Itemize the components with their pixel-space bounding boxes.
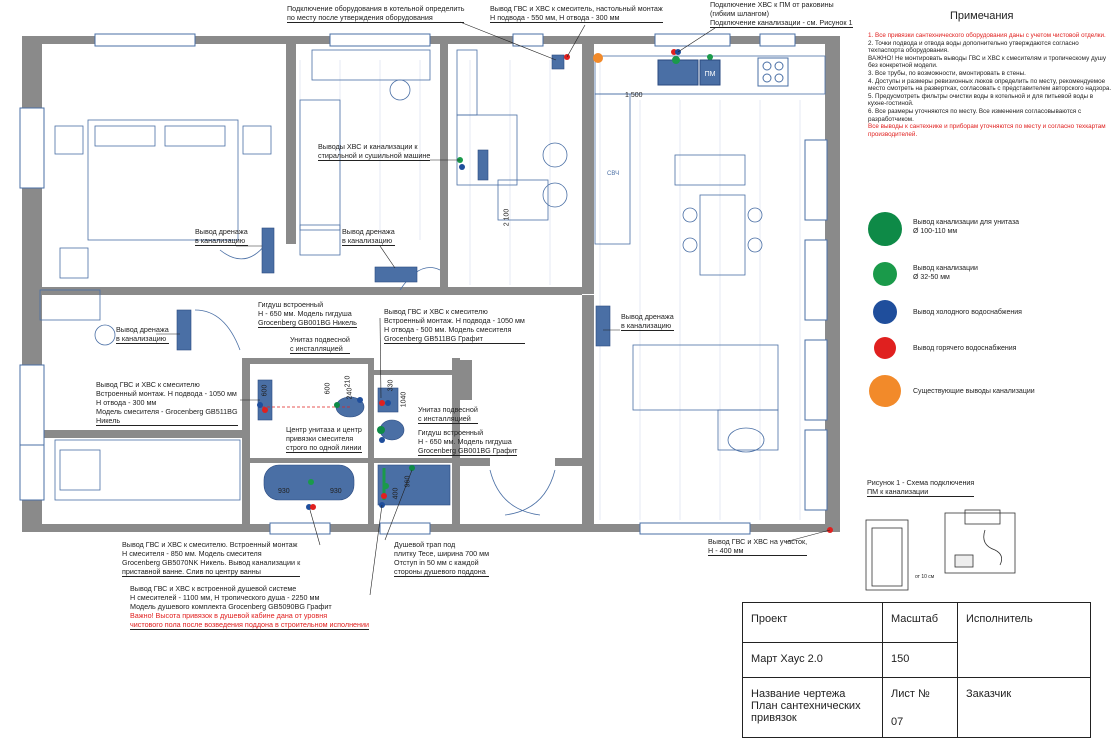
dishwasher-line-2: (гибким шлангом): [710, 9, 769, 18]
drawing-value: План сантехнических привязок: [751, 700, 861, 724]
legend-sewer-small: [868, 262, 978, 286]
mixer-left-line-1: Вывод ГВС и ХВС к смесителю: [96, 380, 200, 389]
annotation-bath-mixer: [122, 540, 300, 577]
shower-system-line-2: Н смесителей - 1100 мм, Н тропического душа - 2250 мм: [130, 593, 320, 602]
annotation-hygienic-left: [258, 300, 357, 328]
hygienic-left-line-1: Гигдуш встроенный: [258, 300, 324, 309]
annotation-mixer-left-bath: [96, 380, 238, 426]
shower-warning-line-1: Важно! Высота привязок в душевой кабине дана от уровня: [130, 611, 328, 620]
project-value: Март Хаус 2.0: [743, 643, 883, 678]
annotation-laundry: [318, 142, 430, 161]
annotation-drain-corridor: [342, 227, 395, 246]
laundry-line-2: стиральной и сушильной машине: [318, 151, 431, 160]
hygienic-left-line-3: Grocenberg GB001BG Никель: [258, 318, 357, 327]
sheet-value: 07: [891, 716, 904, 728]
drain-corridor-line-2: в канализацию: [342, 236, 393, 245]
kitchen-mixer-line-2: Н подвода - 550 мм, Н отвода - 300 мм: [490, 13, 620, 22]
dim-600-a: 600: [261, 384, 269, 397]
dim-930-a: 930: [278, 488, 290, 495]
center-note-line-3: строго по одной линии: [286, 443, 362, 452]
bath-mixer-line-1: Вывод ГВС и ХВС к смесителю. Встроенный монтаж: [122, 540, 298, 549]
figure-dim: от 10 см: [915, 574, 935, 580]
drain-living-line-2: в канализацию: [621, 321, 672, 330]
wc-left-line-2: с инсталляцией: [290, 344, 343, 353]
dim-2100: 2 100: [503, 208, 511, 227]
legend-cold-water-label: Вывод холодного водоснабжения: [913, 309, 1022, 316]
shower-tray-line-1: Душевой трап под: [394, 540, 456, 549]
note-3: 3. Все трубы, по возможности, вмонтировать в стены.: [868, 69, 1026, 77]
dim-400: 400: [392, 487, 400, 500]
legend-sewer-small-line-1: Вывод канализации: [913, 265, 978, 272]
bath-mixer-line-2: Н смесителя - 850 мм. Модель смесителя: [122, 549, 262, 558]
drawing-label: Название чертежа: [751, 688, 846, 700]
note-5: 5. Предусмотреть фильтры очистки воды в котельной и для питьевой воды в кухне-гостиной.: [868, 92, 1094, 108]
pm-label: ПМ: [704, 71, 716, 78]
annotation-kitchen-mixer: [490, 4, 663, 23]
dim-930-b: 930: [330, 488, 342, 495]
mixer-left-line-4: Модель смесителя - Grocenberg GB511BG: [96, 407, 238, 416]
legend-sewer-large-dot: [868, 212, 902, 246]
annotation-drain-living: [621, 312, 674, 331]
hygienic-right-line-2: Н - 650 мм. Модель гигдуша: [418, 437, 512, 446]
annotation-dishwasher: [710, 0, 853, 28]
annotation-hygienic-right: [418, 428, 517, 456]
bath-mixer-line-4: приставной ванне. Слив по центру ванны: [122, 567, 261, 576]
annotation-drain-office: [116, 325, 169, 344]
notes-list: [868, 32, 1113, 138]
dim-600-b: 600: [324, 382, 332, 395]
figure-1: [866, 510, 1015, 590]
drain-office-line-1: Вывод дренажа: [116, 325, 169, 334]
legend-sewer-small-label: [913, 264, 978, 282]
legend-sewer-large-label: [913, 218, 1019, 236]
mixer-left-line-3: Н отвода - 300 мм: [96, 398, 157, 407]
dishwasher-line-1: Подключение ХВС к ПМ от раковины: [710, 0, 834, 9]
project-label: Проект: [743, 603, 883, 643]
legend-hot-water-dot: [874, 337, 896, 359]
laundry-line-1: Выводы ХВС и канализации к: [318, 142, 418, 151]
sheet-cell: [883, 678, 958, 738]
annotation-terrace: [708, 537, 807, 556]
dim-240: 240: [346, 387, 354, 400]
legend-hot-water-label: Вывод горячего водоснабжения: [913, 345, 1017, 352]
dim-960: 960: [404, 475, 412, 488]
legend-sewer-large-line-1: Вывод канализации для унитаза: [913, 219, 1020, 226]
hygienic-right-line-3: Grocenberg GB001BG Графит: [418, 446, 518, 455]
notes-title: Примечания: [950, 10, 1014, 22]
annotation-wc-right: [418, 405, 478, 424]
mixer-right-line-2: Встроенный монтаж. Н подвода - 1050 мм: [384, 316, 525, 325]
shower-system-line-1: Вывод ГВС и ХВС к встроенной душевой системе: [130, 584, 297, 593]
legend-existing-sewer-label: Существующие выводы канализации: [913, 388, 1035, 395]
legend-sewer-large-line-2: Ø 100-110 мм: [913, 228, 958, 235]
bath-mixer-line-3: Grocenberg GB5070NK Никель. Вывод канализации к: [122, 558, 301, 567]
shower-system-line-3: Модель душевого комплекта Grocenberg GB5090BG Графит: [130, 602, 332, 611]
note-important: ВАЖНО! Не монтировать выводы ГВС и ХВС к смесителям и тропическому душу без конкретной модели.: [868, 54, 1107, 70]
kitchen-mixer-line-1: Вывод ГВС и ХВС к смеситель, настольный монтаж: [490, 4, 663, 13]
wc-right-line-1: Унитаз подвесной: [418, 405, 478, 414]
legend-cold-water: [868, 300, 1022, 324]
center-note-line-1: Центр унитаза и центр: [286, 425, 362, 434]
sheet-label: Лист №: [891, 688, 930, 700]
annotation-mixer-right-bath: [384, 307, 525, 344]
wc-right-line-2: с инсталляцией: [418, 414, 471, 423]
scale-value: 150: [883, 643, 958, 678]
figure-caption: [867, 478, 974, 497]
walls: [22, 36, 840, 532]
terrace-line-1: Вывод ГВС и ХВС на участок,: [708, 537, 808, 546]
drain-living-line-1: Вывод дренажа: [621, 312, 674, 321]
mixer-left-line-2: Встроенный монтаж. Н подвода - 1050 мм: [96, 389, 237, 398]
annotation-shower-system: [130, 584, 369, 630]
annotation-drain-bedroom: [195, 227, 248, 246]
executor-label: Исполнитель: [958, 603, 1091, 678]
dishwasher-line-3: Подключение канализации - см. Рисунок 1: [710, 18, 853, 27]
svch-label: СВЧ: [607, 171, 620, 177]
drain-bedroom-line-2: в канализацию: [195, 236, 246, 245]
legend-existing-sewer-dot: [869, 375, 901, 407]
note-7: Все выводы к сантехнике и приборам уточняются по месту и согласно техкартам производителей.: [868, 123, 1106, 138]
legend-cold-water-dot: [873, 300, 897, 324]
mixer-left-line-5: Никель: [96, 416, 121, 425]
center-note-line-2: привязки смесителя: [286, 434, 354, 443]
note-2: 2. Точки подвода и отвода воды дополнительно утверждаются согласно техпаспорта оборудования.: [868, 39, 1079, 55]
boiler-line-1: Подключение оборудования в котельной определить: [287, 4, 465, 13]
scale-label: Масштаб: [883, 603, 958, 643]
shower-tray-line-2: плитку Tece, ширина 700 мм: [394, 549, 490, 558]
dim-1500: 1 500: [625, 92, 643, 99]
dim-210: 210: [344, 375, 352, 388]
legend-sewer-small-line-2: Ø 32-50 мм: [913, 274, 950, 281]
terrace-line-2: Н - 400 мм: [708, 546, 744, 555]
drain-corridor-line-1: Вывод дренажа: [342, 227, 395, 236]
shower-warning-line-2: чистового пола после возведения поддона в строительном исполнении: [130, 620, 370, 629]
kitchen-fixtures: [607, 58, 788, 177]
drain-bedroom-line-1: Вывод дренажа: [195, 227, 248, 236]
legend-sewer-large: [868, 212, 1020, 246]
mixer-right-line-4: Grocenberg GB511BG Графит: [384, 334, 483, 343]
drain-office-line-2: в канализацию: [116, 334, 167, 343]
annotation-center-note: [286, 425, 362, 453]
dim-330: 330: [387, 379, 395, 392]
figure-caption-line-1: Рисунок 1 - Схема подключения: [867, 478, 975, 487]
figure-caption-line-2: ПМ к канализации: [867, 487, 929, 496]
annotation-boiler: [287, 4, 464, 23]
note-4: 4. Доступы и размеры ревизионных люков определить по месту, рекомендуемое место смотреть на развертках, согласовать с представителем авторского надзора.: [868, 77, 1112, 93]
legend-sewer-small-dot: [873, 262, 897, 286]
customer-label: Заказчик: [958, 678, 1091, 738]
note-1: 1. Все привязки сантехнического оборудования даны с учетом чистовой отделки.: [868, 32, 1106, 39]
wc-left-line-1: Унитаз подвесной: [290, 335, 350, 344]
legend-hot-water: [868, 337, 1017, 359]
shower-tray-line-3: Отступ in 50 мм с каждой: [394, 558, 479, 567]
hygienic-left-line-2: Н - 650 мм. Модель гигдуша: [258, 309, 352, 318]
mixer-right-line-3: Н отвода - 500 мм. Модель смесителя: [384, 325, 512, 334]
shower-tray-line-4: стороны душевого поддона: [394, 567, 486, 576]
dim-1040: 1040: [400, 391, 408, 408]
title-block: [742, 602, 1091, 738]
hygienic-right-line-1: Гигдуш встроенный: [418, 428, 484, 437]
drawing-cell: [743, 678, 883, 738]
annotation-shower-tray: [394, 540, 489, 577]
note-6: 6. Все размеры уточняются по месту. Все изменения согласовываются с разработчиком.: [868, 107, 1082, 123]
annotation-wc-left: [290, 335, 350, 354]
mixer-right-line-1: Вывод ГВС и ХВС к смесителю: [384, 307, 488, 316]
legend-existing-sewer: [868, 375, 1035, 407]
boiler-line-2: по месту после утверждения оборудования: [287, 13, 433, 22]
